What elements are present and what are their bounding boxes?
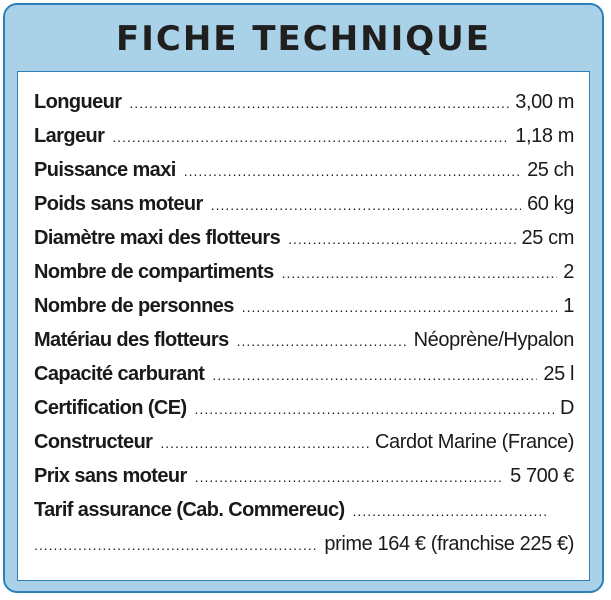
leader-dots xyxy=(34,529,318,561)
spec-row-poids xyxy=(34,188,574,220)
spec-row-largeur xyxy=(34,120,574,152)
spec-value: D xyxy=(559,397,574,419)
card-title: FICHE TECHNIQUE xyxy=(115,19,491,59)
spec-value: 2 xyxy=(563,261,574,283)
spec-row-diametre xyxy=(34,222,574,254)
spec-value: prime 164 € (franchise 225 €) xyxy=(324,533,574,555)
spec-value: 1,18 m xyxy=(515,125,574,147)
spec-value: 25 ch xyxy=(527,159,574,181)
spec-row-assurance xyxy=(34,494,554,526)
leader-dots xyxy=(242,291,558,323)
spec-label: Tarif assurance (Cab. Commereuc) xyxy=(34,499,345,521)
leader-dots xyxy=(353,495,548,527)
spec-label: Largeur xyxy=(34,125,105,147)
spec-row-prix xyxy=(34,460,574,492)
leader-dots xyxy=(288,223,515,255)
spec-value: 3,00 m xyxy=(515,91,574,113)
spec-row-compartiments xyxy=(34,256,574,288)
leader-dots xyxy=(282,257,558,289)
spec-value: 1 xyxy=(563,295,574,317)
leader-dots xyxy=(211,189,521,221)
spec-row-assurance-prime xyxy=(34,528,574,560)
leader-dots xyxy=(237,325,408,357)
leader-dots xyxy=(112,121,509,153)
spec-value: 25 cm xyxy=(521,227,574,249)
spec-row-materiau xyxy=(34,324,574,356)
leader-dots xyxy=(195,393,554,425)
spec-value: Néoprène/Hypalon xyxy=(413,329,574,351)
spec-label: Certification (CE) xyxy=(34,397,187,419)
spec-label: Capacité carburant xyxy=(34,363,205,385)
spec-value: 25 l xyxy=(543,363,574,385)
leader-dots xyxy=(129,87,509,119)
spec-label: Prix sans moteur xyxy=(34,465,187,487)
leader-dots xyxy=(212,359,537,391)
spec-row-constructeur xyxy=(34,426,574,458)
spec-row-longueur xyxy=(34,86,574,118)
spec-value: 60 kg xyxy=(527,193,574,215)
leader-dots xyxy=(195,461,504,493)
spec-label: Nombre de compartiments xyxy=(34,261,274,283)
spec-list xyxy=(17,71,590,581)
spec-label: Nombre de personnes xyxy=(34,295,234,317)
spec-row-certification xyxy=(34,392,574,424)
spec-label: Matériau des flotteurs xyxy=(34,329,229,351)
leader-dots xyxy=(160,427,369,459)
leader-dots xyxy=(184,155,521,187)
spec-label: Poids sans moteur xyxy=(34,193,203,215)
spec-card xyxy=(3,3,604,593)
spec-row-puissance xyxy=(34,154,574,186)
spec-label: Longueur xyxy=(34,91,122,113)
spec-label: Puissance maxi xyxy=(34,159,176,181)
spec-label: Diamètre maxi des flotteurs xyxy=(34,227,281,249)
spec-value: 5 700 € xyxy=(510,465,574,487)
spec-value: Cardot Marine (France) xyxy=(374,431,574,453)
spec-label: Constructeur xyxy=(34,431,153,453)
spec-row-carburant xyxy=(34,358,574,390)
spec-row-personnes xyxy=(34,290,574,322)
